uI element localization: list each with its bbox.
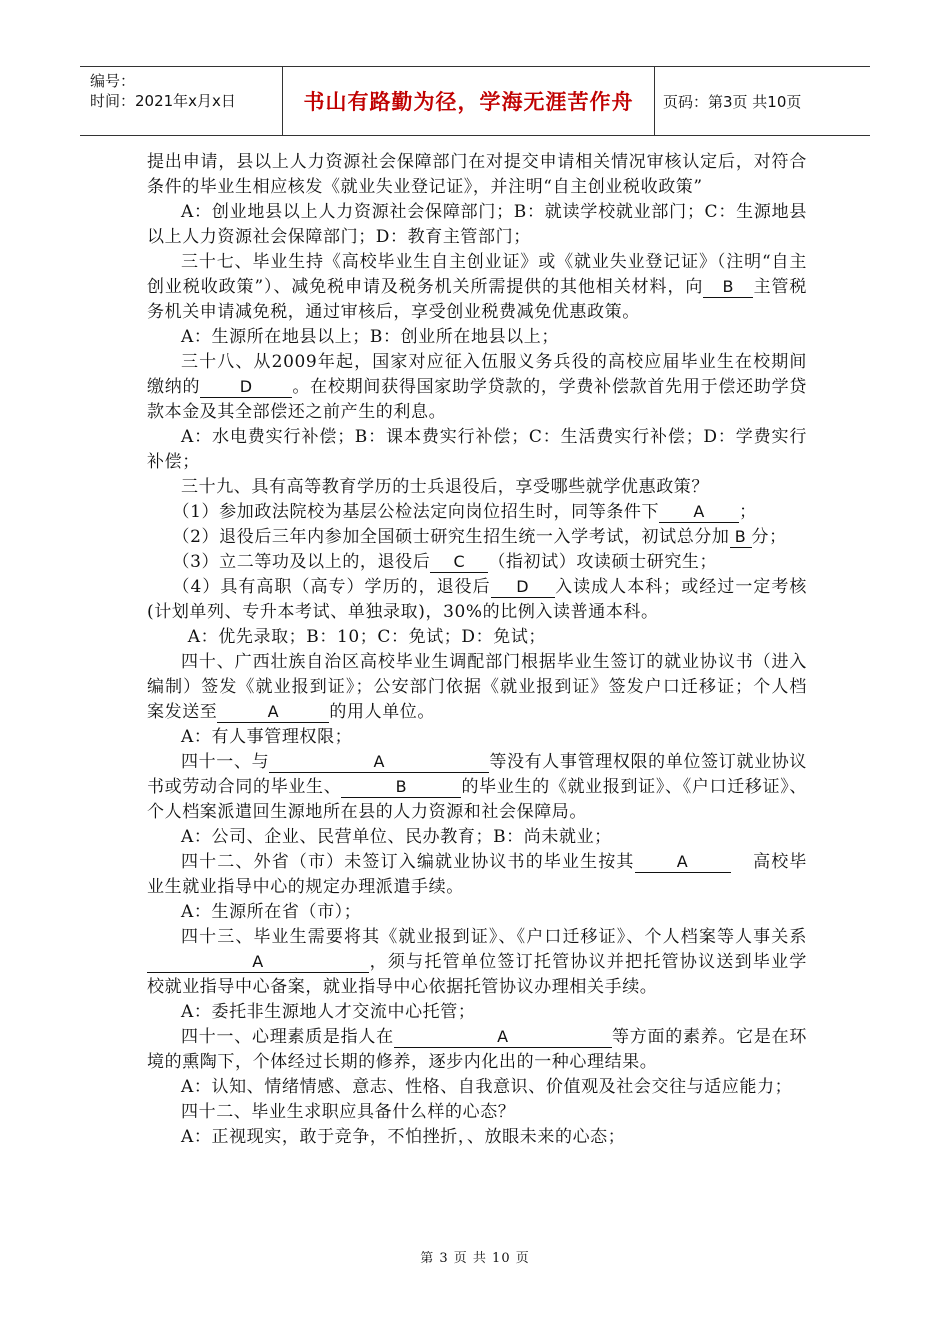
answer-blank: A <box>394 1027 612 1048</box>
page-header <box>80 66 870 136</box>
answer-blank: C <box>430 552 488 573</box>
question-40: 四十、广西壮族自治区高校毕业生调配部门根据毕业生签订的就业协议书（进入编制）签发《就业报到证》；公安部门依据《就业报到证》签发户口迁移证；个人档案发送至 A 的用人单位。 <box>147 652 807 722</box>
answer-blank: A <box>217 702 329 723</box>
answer-options: A：水电费实行补偿；B：课本费实行补偿；C：生活费实行补偿；D：学费实行补偿； <box>147 427 807 472</box>
header-meta <box>80 67 283 135</box>
header-page-info: 页码：第3页 共10页 <box>663 92 802 111</box>
question-42-mindset: 四十二、毕业生求职应具备什么样的心态？ <box>181 1102 516 1122</box>
document-time-label: 时间：2021年x月x日 <box>90 92 236 110</box>
answer-blank: A <box>635 852 731 873</box>
sub-question: （2）退役后三年内参加全国硕士研究生招生统一入学考试，初试总分加 B 分； <box>172 527 787 547</box>
question-42: 四十二、外省（市）未签订入编就业协议书的毕业生按其 A 高校毕业生就业指导中心的规定办理派遣手续。 <box>147 852 807 897</box>
paragraph: 提出申请，县以上人力资源社会保障部门在对提交申请相关情况审核认定后，对符合条件的毕业生相应核发《就业失业登记证》，并注明“自主创业税收政策” <box>147 152 807 197</box>
question-41-psychology: 四十一、心理素质是指人在 A 等方面的素养。它是在环境的熏陶下，个体经过长期的修养，逐步内化出的一种心理结果。 <box>147 1027 807 1072</box>
answer-options: A：有人事管理权限； <box>181 727 353 747</box>
question-38: 三十八、从2009年起，国家对应征入伍服义务兵役的高校应届毕业生在校期间缴纳的 D 。在校期间获得国家助学贷款的，学费补偿款首先用于偿还助学贷款本金及其全部偿还之前产生的利息。 <box>147 352 807 422</box>
question-41: 四十一、与 A 等没有人事管理权限的单位签订就业协议书或劳动合同的毕业生、 B 的毕业生的《就业报到证》、《户口迁移证》、个人档案派遣回生源地所在县的人力资源和社会保障局。 <box>147 752 807 822</box>
answer-options: A：创业地县以上人力资源社会保障部门；B：就读学校就业部门；C：生源地县以上人力资源社会保障部门；D：教育主管部门； <box>147 202 807 247</box>
answer-options: A：生源所在地县以上；B：创业所在地县以上； <box>181 327 559 347</box>
answer-blank: D <box>200 377 292 398</box>
question-43: 四十三、毕业生需要将其《就业报到证》、《户口迁移证》、个人档案等人事关系A ，须与托管单位签订托管协议并把托管协议送到毕业学校就业指导中心备案，就业指导中心依据托管协议办理相关手续。 <box>147 927 807 997</box>
answer-blank: A <box>659 502 739 523</box>
answer-options: A：公司、企业、民营单位、民办教育；B：尚未就业； <box>181 827 612 847</box>
answer-options: A：优先录取；B：10；C：免试；D：免试； <box>187 627 547 647</box>
document-number-label: 编号： <box>90 72 136 90</box>
answer-blank: A <box>147 952 369 973</box>
header-motto: 书山有路勤为径，学海无涯苦作舟 <box>283 67 655 135</box>
sub-question: （4）具有高职（高专）学历的，退役后 D 入读成人本科；或经过一定考核(计划单列、专升本考试、单独录取)，30%的比例入读普通本科。 <box>147 577 807 622</box>
answer-blank: A <box>269 752 489 773</box>
document-body <box>147 150 807 1150</box>
answer-blank: B <box>341 777 461 798</box>
sub-question: （3）立二等功及以上的，退役后 C （指初试）攻读硕士研究生； <box>172 552 718 572</box>
question-39: 三十九、具有高等教育学历的士兵退役后，享受哪些就学优惠政策？ <box>181 477 709 497</box>
answer-options: A：委托非生源地人才交流中心托管； <box>181 1002 476 1022</box>
answer-blank: D <box>491 577 555 598</box>
answer-blank: B <box>730 527 752 548</box>
page-footer: 第 3 页 共 10 页 <box>420 1251 530 1266</box>
answer-options: A：正视现实，敢于竞争，不怕挫折，、放眼未来的心态； <box>181 1127 626 1147</box>
answer-options: A：生源所在省（市）； <box>181 902 362 922</box>
answer-options: A：认知、情绪情感、意志、性格、自我意识、价值观及社会交往与适应能力； <box>181 1077 793 1097</box>
question-37: 三十七、毕业生持《高校毕业生自主创业证》或《就业失业登记证》（注明“自主创业税收政策”）、减免税申请及税务机关所需提供的其他相关材料，向 B 主管税务机关申请减免税，通过审核后，享受创业税费减免优惠政策。 <box>147 252 807 322</box>
answer-blank: B <box>703 277 753 298</box>
sub-question: （1）参加政法院校为基层公检法定向岗位招生时，同等条件下 A ； <box>172 502 757 522</box>
